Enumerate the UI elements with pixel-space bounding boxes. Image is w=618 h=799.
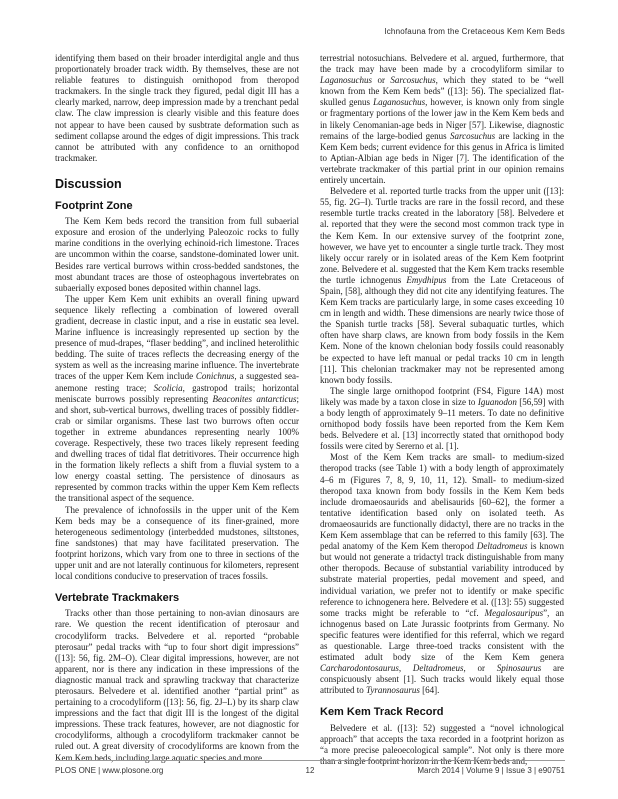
taxon-name: Sarcosuchus: [390, 75, 436, 86]
paragraph: Tracks other than those pertaining to non-avian dinosaurs are rare. We question the recent identification of pterosaur and crocodyliform tracks. Belvedere et al. reported “probable pterosaur” pedal tracks with “up to four short digit impressions” ([13]: 56, fig. 2M–O). Clear digital impressions, however, are not apparent, nor is there any indication in these impressions of the diagnostic manual track and sprawling trackway that characterize pterosaurs. Belvedere et al. identified another “partial print” as pertaining to a crocodyliform ([13]: 56, fig. 2J–L) by its sharp claw impressions and the fact that digit III is the longest of the digital impressions. These track features, however, are not diagnostic for crocodyliforms, although a crocodyliform trackmaker cannot be ruled out. A great diversity of crocodyliforms are known from the Kem Kem beds, including large aquatic species and more: [55, 608, 299, 763]
section-heading: Discussion: [55, 176, 122, 191]
taxon-name: Megalosauripus: [484, 607, 544, 618]
taxon-name: Scolicia: [153, 382, 183, 393]
column-right: [320, 53, 564, 767]
subsection-heading: Vertebrate Trackmakers: [55, 592, 180, 605]
taxon-name: Iguanodon: [477, 396, 517, 407]
paragraph: Belvedere et al. reported turtle tracks from the upper unit ([13]: 55, fig. 2G–I). Turtle tracks are rare in the fossil record, and these resemble turtle tracks created in the laboratory [58]. Belvedere et al. reported that they were the second most common track type in the Kem Kem. In our extensive survey of the footprint zone, however, we have yet to encounter a single turtle track. They most likely occur rarely or in isolated areas of the Kem Kem footprint zone. Belvedere et al. suggested that the Kem Kem tracks resemble the turtle ichnogenus Emydhipus from the Late Cretaceous of Spain, [58], although they did not cite any identifying features. The Kem Kem tracks are particularly large, in some cases exceeding 10 cm in length and width. These dimensions are nearly twice those of the Spanish turtle tracks [58]. Several subaquatic turtles, which often have sharp claws, are known from body fossils in the Kem Kem. None of the known chelonian body fossils could reasonably be expected to have left manual or pedal tracks 10 cm in length [11]. This chelonian trackmaker may not be represented among known body fossils.: [320, 186, 564, 385]
taxon-name: Laganosuchus: [320, 75, 373, 86]
subsection-heading: Footprint Zone: [55, 200, 133, 213]
taxon-name: Conichnus: [195, 371, 235, 382]
paragraph: The Kem Kem beds record the transition from full subaerial exposure and erosion of the underlying Paleozoic rocks to fully marine conditions in the overlying echinoid-rich limestone. Traces are uncommon within the coarse, sandstone-dominated lower unit. Besides rare vertical burrows within cross-bedded sandstones, the most abundant traces are those of osteophagous invertebrates on subaerially exposed bones deposited within channel lags.: [55, 216, 299, 293]
running-head: Ichnofauna from the Cretaceous Kem Kem Beds: [384, 27, 565, 36]
paragraph: The prevalence of ichnofossils in the upper unit of the Kem Kem beds may be a consequence of its finer-grained, more heterogeneous sedimentology (interbedded mudstones, siltstones, fine sandstones) that may have facilitated preservation. The footprint horizons, which vary from one to three in sections of the upper unit and are not laterally continuous for kilometers, represent local conditions conducive to preservation of traces fossils.: [55, 504, 299, 582]
taxon-name: Deltadromeus: [412, 663, 464, 674]
paragraph: Most of the Kem Kem tracks are small- to medium-sized theropod tracks (see Table 1) with a body length of approximately 4–6 m (Figures 7, 8, 9, 10, 11, 12). Small- to medium-sized theropod taxa known from body fossils in the Kem Kem beds include dromaeosaurids and abelisaurids [60–62], the former a tentative identification based only on isolated teeth. As dromaeosaurids are functionally didactyl, there are no tracks in the Kem Kem assemblage that can be referred to this family [63]. The pedal anatomy of the Kem Kem theropod Deltadromeus is known but would not generate a tridactyl track distinguishable from many other theropods. Because of substantial variability introduced by substrate material properties, pedal movement and speed, and individual variation, we prefer not to identify or make specific reference to ichnogenera here. Belvedere et al. ([13]: 55) suggested some tracks might be referable to “cf. Megalosauripus”, an ichnogenus based on Late Jurassic footprints from Germany. No specific features were identified for this referral, which we regard as questionable. Large three-toed tracks consistent with the estimated adult body size of the Kem Kem genera Carcharodontosaurus, Deltadromeus, or Spinosaurus are conspicuously absent [1]. Such tracks would likely equal those attributed to Tyrannosaurus [64].: [320, 452, 564, 696]
paragraph: Belvedere et al. ([13]: 52) suggested a “novel ichnological approach” that accepts the taxa recorded in a footprint horizon as “a more precise paleoecological sample”. Not only is there more than a single footprint horizon in the Kem Kem beds and,: [320, 722, 564, 766]
taxon-name: Tyrannosaurus: [366, 685, 420, 696]
paragraph: The upper Kem Kem unit exhibits an overall fining upward sequence likely reflecting a combination of lowered overall gradient, decrease in clastic input, and a rise in eustatic sea level. Marine influence is increasingly represented up section by the presence of mud-drapes, “flaser bedding”, and inclined heterolithic bedding. The suite of traces reflects the decreasing energy of the system as well as the increasing marine influence. The invertebrate traces of the upper Kem Kem include Conichnus, a suggested sea-anemone resting trace; Scolicia, gastropod trails; horizontal meniscate burrows possibly representing Beaconites antarcticus; and short, sub-vertical burrows, dwelling traces of possibly fiddler-crab or similar organisms. These last two burrows often occur together in extreme abundances representing nearly 100% coverage. Respectively, these two traces likely represent feeding and dwelling traces of tidal flat detritivores. Their occurrence high in the formation likely reflects a shift from a fluvial system to a low energy coastal setting. The persistence of dinosaurs as represented by common tracks within the upper Kem Kem reflects the transitional aspect of the sequence.: [55, 293, 300, 504]
paragraph: The single large ornithopod footprint (FS4, Figure 14A) most likely was made by a taxon close in size to Iguanodon [56,59] with a body length of approximately 9–11 meters. To date no definitive ornithopod body fossils have been reported from the Kem Kem beds. Belvedere et al. [13] incorrectly stated that ornithopod body fossils were cited by Sererno et al. [1].: [320, 385, 564, 452]
subsection-heading: Kem Kem Track Record: [320, 706, 444, 719]
taxon-name: Emydhipus: [406, 274, 447, 285]
taxon-name: Deltadromeus: [476, 541, 528, 552]
footer-issue-info: March 2014 | Volume 9 | Issue 3 | e90751: [417, 766, 565, 775]
paragraph: terrestrial notosuchians. Belvedere et al. argued, furthermore, that the track may have been made by a crocodyliform similar to Laganosuchus or Sarcosuchus, which they stated to be “well known from the Kem Kem beds” ([13]: 56). The specialized flat-skulled genus Laganosuchus, however, is known only from single or fragmentary portions of the lower jaw in the Kem Kem beds and in likely Cenomanian-age beds in Niger [57]. Likewise, diagnostic remains of the large-bodied genus Sarcosuchus are lacking in the Kem Kem beds; current evidence for this genus in Africa is limited to Aptian-Albian age beds in Niger [7]. The identification of the vertebrate trackmaker of this partial print in our opinion remains entirely uncertain.: [320, 53, 565, 186]
taxon-name: Carcharodontosaurus: [320, 663, 399, 674]
page-footer: [55, 760, 565, 775]
column-left: [55, 53, 299, 767]
taxon-name: Beaconites antarcticus: [212, 393, 297, 404]
article-body: [55, 53, 565, 767]
footer-journal: PLOS ONE | www.plosone.org: [55, 766, 164, 775]
taxon-name: Laganosuchus: [373, 97, 426, 108]
footer-page-number: 12: [305, 766, 315, 775]
taxon-name: Spinosaurus: [496, 663, 542, 674]
taxon-name: Sarcosuchus: [450, 130, 496, 141]
paragraph: identifying them based on their broader interdigital angle and thus proportionately broader track width. By themselves, these are not reliable features to distinguish ornithopod from theropod trackmakers. In the single track they figured, pedal digit III has a clearly marked, narrow, deep impression made by a trenchant pedal claw. The claw impression is clearly visible and this feature does not appear to have been caused by susbtrate deformation such as sediment collapse around the edges of digit impressions. This track cannot be attributed with any confidence to an ornithopod trackmaker.: [55, 53, 299, 163]
